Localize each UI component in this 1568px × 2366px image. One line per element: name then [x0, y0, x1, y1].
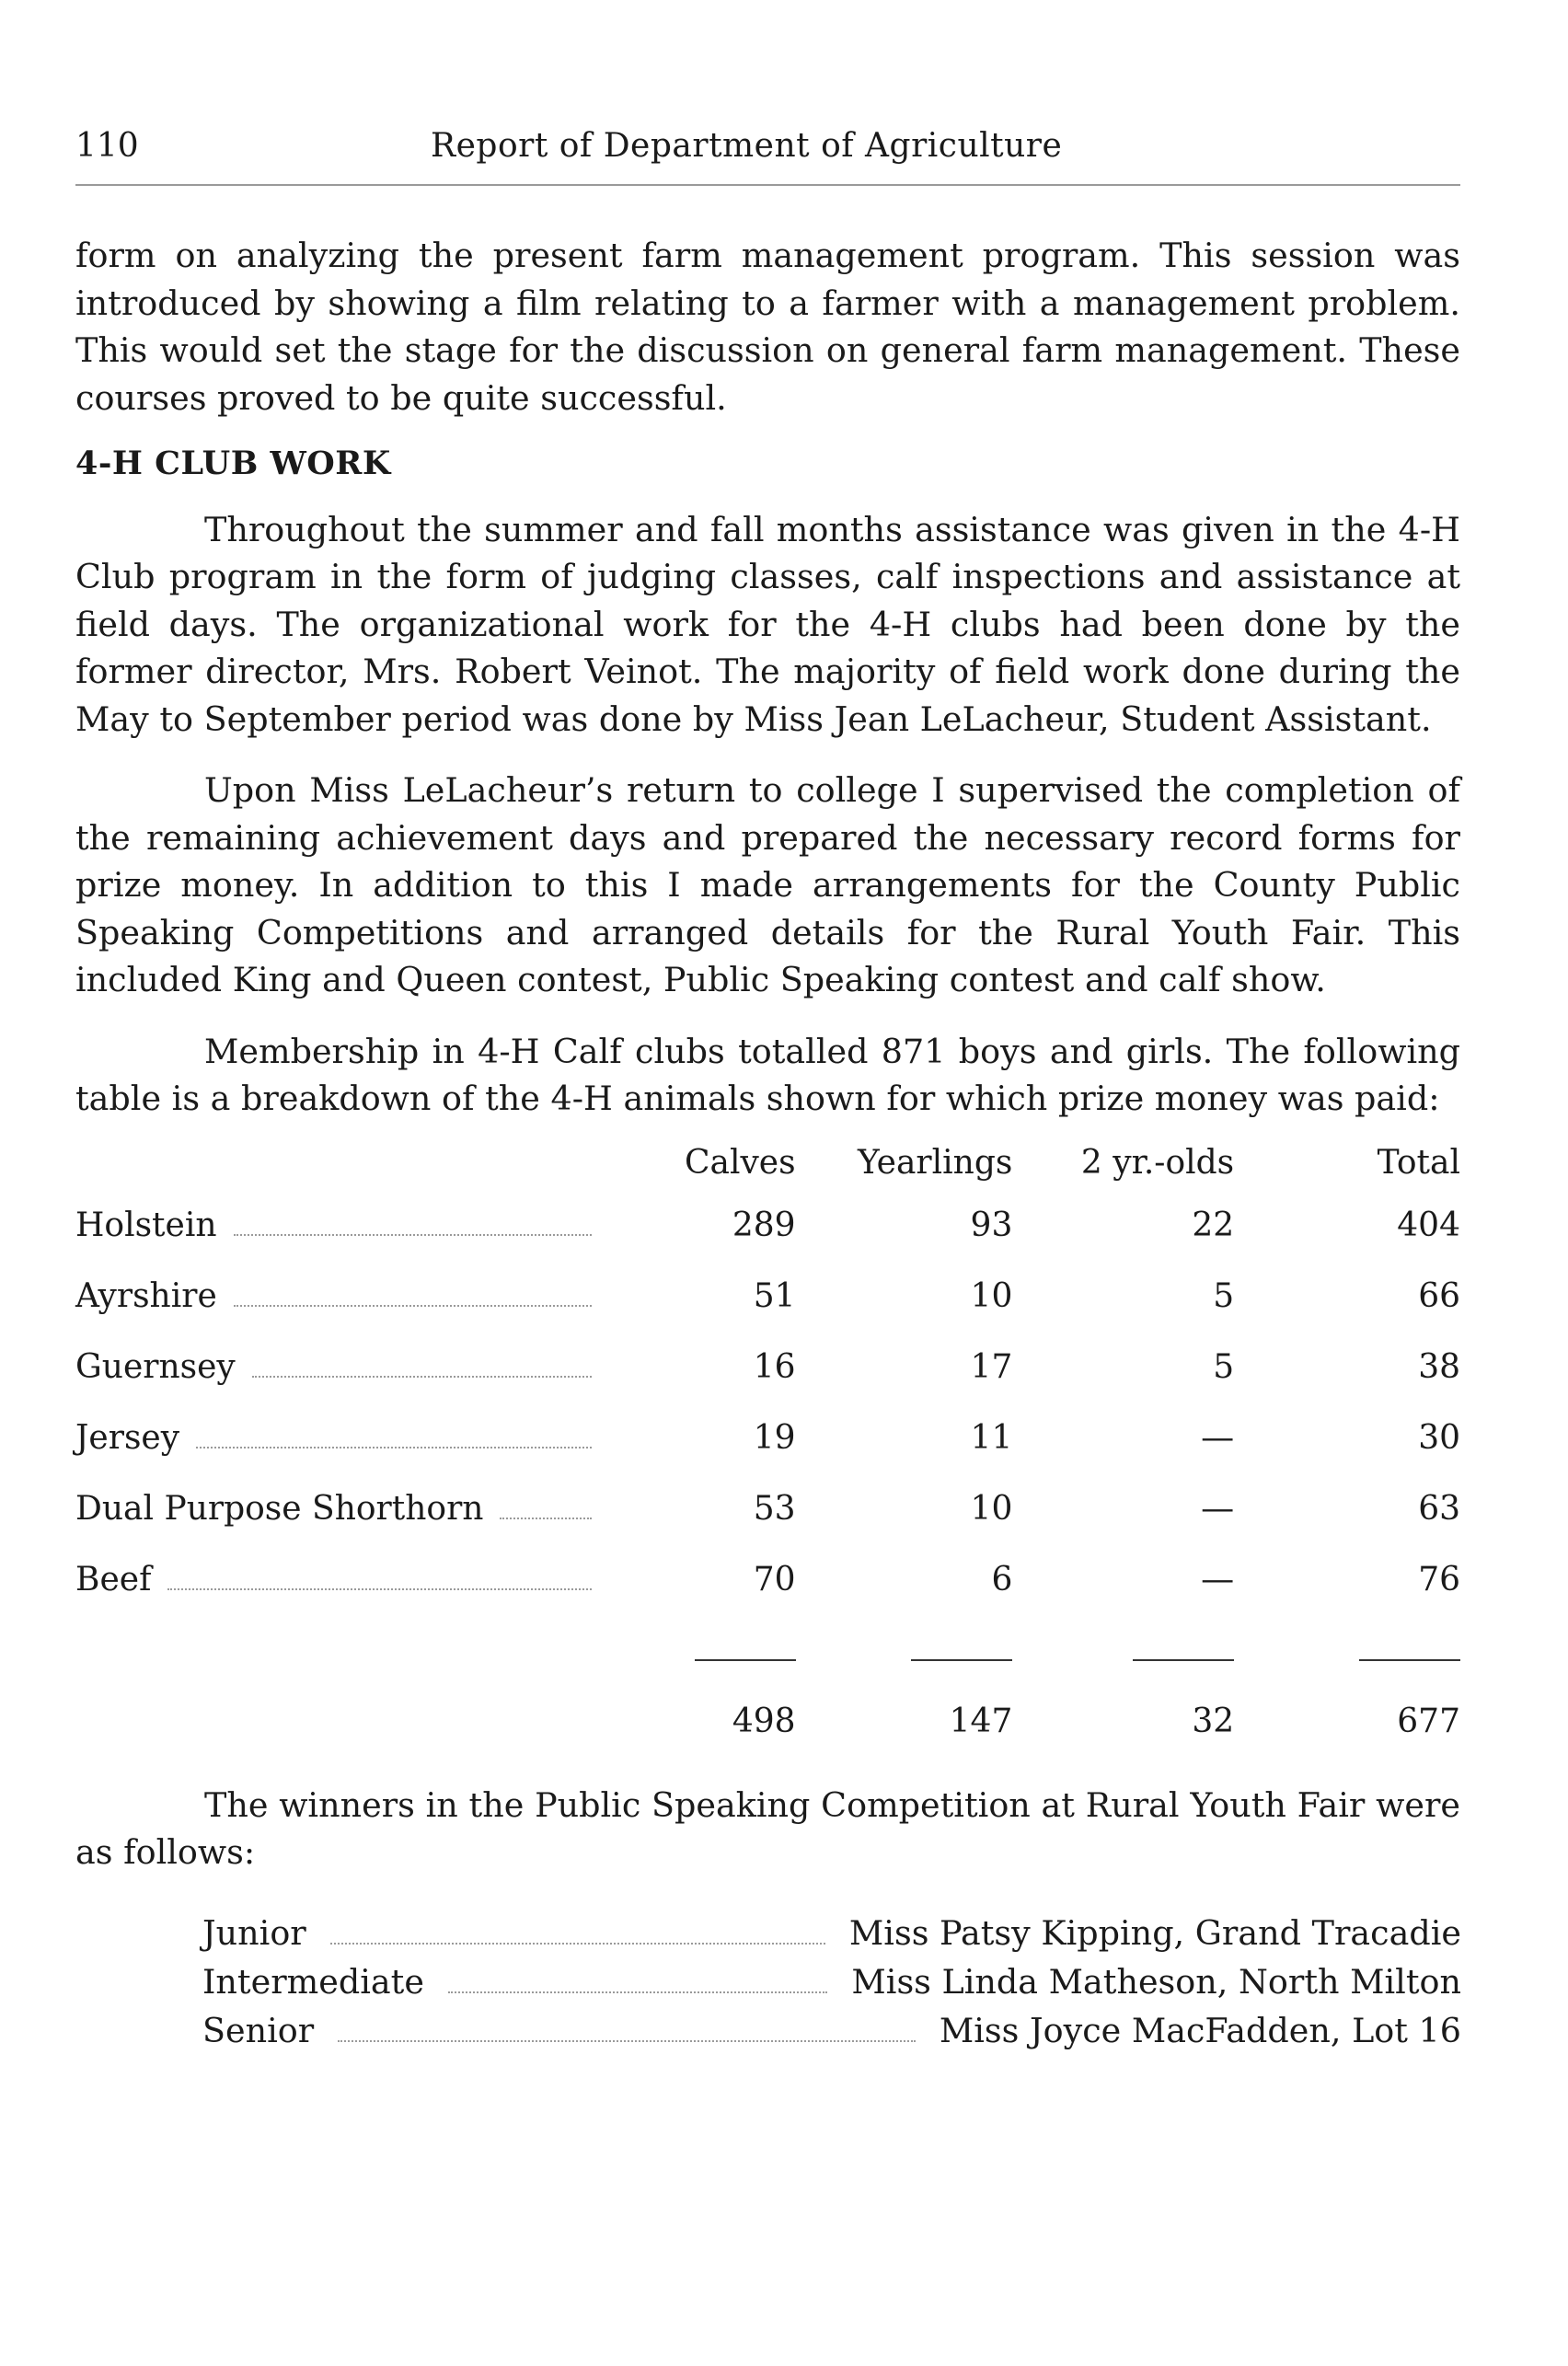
table-cell: 63 — [1418, 1490, 1460, 1529]
dot-leader — [252, 1376, 592, 1378]
winner-category: Intermediate — [202, 1961, 424, 2002]
table-cell: 16 — [753, 1348, 796, 1387]
table-cell: 11 — [970, 1419, 1013, 1458]
running-title: Report of Department of Agriculture — [431, 127, 1063, 165]
column-header: Total — [1377, 1143, 1460, 1182]
table-row — [75, 1262, 1460, 1333]
dot-leader — [338, 2040, 916, 2042]
total-cell: 147 — [949, 1702, 1013, 1741]
breed-label: Holstein — [75, 1206, 217, 1245]
table-cell: — — [1201, 1561, 1235, 1599]
breed-label: Dual Purpose Shorthorn — [75, 1490, 484, 1529]
dot-leader — [196, 1447, 592, 1448]
totals-row — [75, 1687, 1460, 1758]
winner-name: Miss Joyce MacFadden, Lot 16 — [939, 2010, 1461, 2050]
winner-category: Senior — [202, 2010, 315, 2050]
dot-leader — [234, 1234, 592, 1236]
dot-leader — [234, 1305, 592, 1307]
table-row — [75, 1403, 1460, 1474]
dot-leader — [500, 1518, 592, 1519]
table-cell: 22 — [1192, 1206, 1235, 1245]
breed-label: Ayrshire — [75, 1277, 217, 1316]
winner-name: Miss Linda Matheson, North Milton — [851, 1961, 1461, 2002]
paragraph-continued: form on analyzing the present farm management program. This session was introduced by showing a film relating to a farmer with a management problem. This would set the stage for the discussion on general farm management. These courses proved to be quite successful. — [75, 236, 1460, 418]
total-cell: 498 — [732, 1702, 796, 1741]
page-body — [75, 232, 1460, 2056]
breed-label: Guernsey — [75, 1348, 236, 1387]
winner-row — [202, 1910, 1461, 1958]
total-rule — [695, 1659, 796, 1661]
header-breed — [75, 1136, 606, 1191]
table-row — [75, 1474, 1460, 1545]
total-cell: 677 — [1397, 1702, 1460, 1741]
table-row — [75, 1191, 1460, 1262]
winner-row — [202, 1958, 1461, 2007]
breed-label: Jersey — [75, 1419, 180, 1458]
table-cell: 66 — [1418, 1277, 1460, 1316]
total-rule-row — [75, 1616, 1460, 1687]
table-row — [75, 1545, 1460, 1616]
total-cell: 32 — [1192, 1702, 1235, 1741]
dot-leader — [167, 1588, 592, 1590]
winner-name: Miss Patsy Kipping, Grand Tracadie — [848, 1912, 1461, 1953]
paragraph-lelacheur-return: Upon Miss LeLacheur’s return to college I supervised the completion of the remaining achievement days and prepared the necessary record forms for prize money. In addition to this I made arrangements for the County Public Speaking Competitions and arranged details for the Rural Youth Fair. This included King and Queen contest, Public Speaking contest and calf show. — [75, 770, 1460, 999]
paragraph-winners-intro: The winners in the Public Speaking Competition at Rural Youth Fair were as follows: — [75, 1784, 1460, 1872]
dot-leader — [330, 1943, 825, 1945]
paragraph-membership: Membership in 4-H Calf clubs totalled 871 boys and girls. The following table is a breakdown of the 4-H animals shown for which prize money was paid: — [75, 1031, 1460, 1118]
table-cell: 70 — [753, 1561, 796, 1599]
table-row — [75, 1333, 1460, 1403]
header-rule — [75, 184, 1460, 186]
dot-leader — [448, 1991, 827, 1993]
column-header: 2 yr.-olds — [1080, 1143, 1235, 1182]
table-cell: 53 — [753, 1490, 796, 1529]
table-header-row — [75, 1136, 1460, 1191]
winners-list — [202, 1910, 1461, 2056]
breed-label: Beef — [75, 1561, 152, 1599]
column-header: Calves — [684, 1143, 796, 1182]
table-cell: 51 — [753, 1277, 796, 1316]
table-cell: 38 — [1418, 1348, 1460, 1387]
winner-category: Junior — [202, 1912, 306, 1953]
table-cell: 19 — [753, 1419, 796, 1458]
section-heading: 4-H CLUB WORK — [75, 444, 391, 482]
table-cell: 30 — [1418, 1419, 1460, 1458]
table-cell: 289 — [732, 1206, 796, 1245]
total-rule — [1359, 1659, 1460, 1661]
column-header: Yearlings — [858, 1143, 1013, 1182]
total-rule — [1133, 1659, 1234, 1661]
page-header — [75, 127, 1460, 173]
winner-row — [202, 2007, 1461, 2056]
table-cell: 5 — [1213, 1348, 1235, 1387]
table-cell: 5 — [1213, 1277, 1235, 1316]
animal-breakdown-table — [75, 1136, 1460, 1758]
table-cell: 17 — [970, 1348, 1013, 1387]
page-number: 110 — [75, 127, 139, 165]
table-cell: — — [1201, 1490, 1235, 1529]
table-cell: 93 — [970, 1206, 1013, 1245]
table-cell: 404 — [1397, 1206, 1460, 1245]
table-cell: 76 — [1418, 1561, 1460, 1599]
table-cell: — — [1201, 1419, 1235, 1458]
total-rule — [911, 1659, 1012, 1661]
paragraph-4h-assistance: Throughout the summer and fall months assistance was given in the 4-H Club program in the form of judging classes, calf inspections and assistance at field days. The organizational work for the 4-H clubs had been done by the former director, Mrs. Robert Veinot. The majority of field work done during the May to September period was done by Miss Jean LeLacheur, Student Assistant. — [75, 509, 1460, 739]
table-cell: 10 — [970, 1277, 1013, 1316]
table-cell: 10 — [970, 1490, 1013, 1529]
table-cell: 6 — [991, 1561, 1013, 1599]
